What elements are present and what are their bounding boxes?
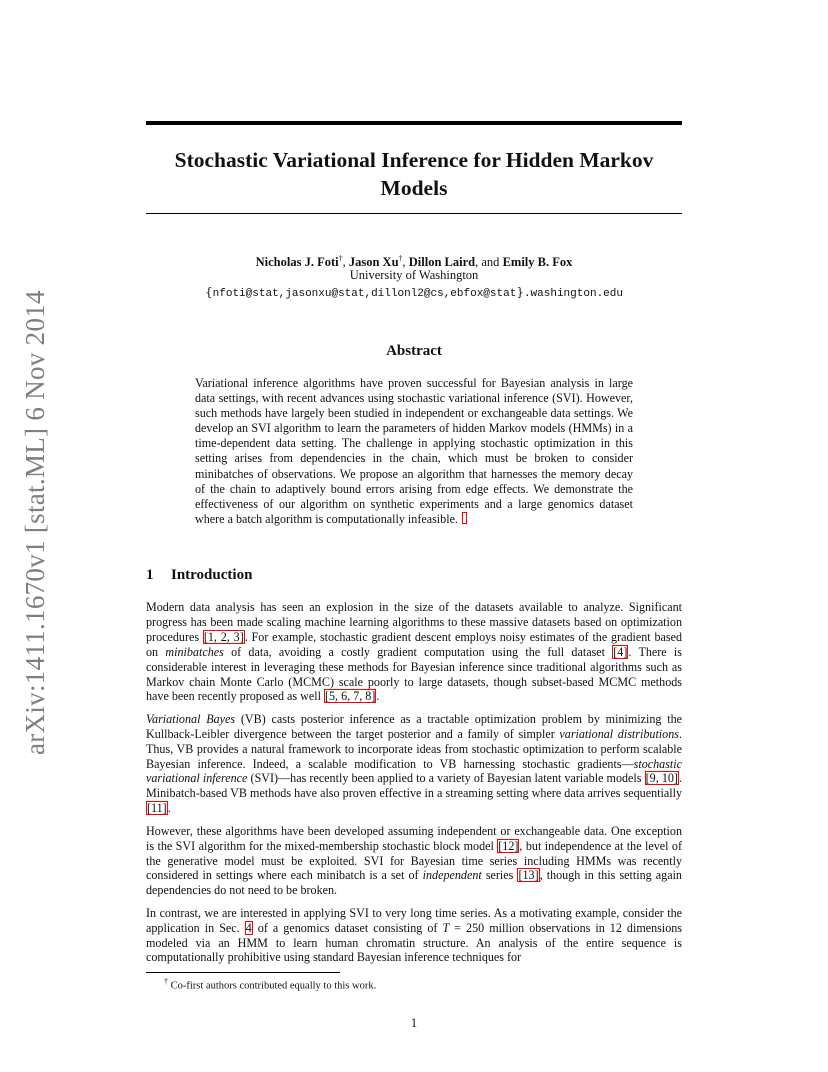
paper-title: Stochastic Variational Inference for Hidden Markov Models (174, 148, 654, 200)
abstract-text (195, 376, 633, 527)
title-rule-top (146, 121, 682, 125)
citation-link[interactable]: [13] (518, 868, 539, 883)
emphasis: independent (422, 868, 482, 883)
section-number: 1 (146, 567, 154, 583)
text-run: (VB) casts posterior inference as a tractable optimization problem by minimizing the Kullback-Leibler divergence between the target posterior and a family of simpler (146, 711, 682, 741)
text-run: (SVI)—has recently been applied to a variety of Bayesian latent variable models (247, 771, 645, 786)
text-run: . (167, 801, 171, 816)
arxiv-identifier: arXiv:1411.1670v1 [stat.ML] 6 Nov 2014 (20, 290, 50, 755)
text-run: , but independence at the level of the generative model must be exploited. SVI for Bayesian time series including HMMs was recently considered in settings where each minibatch is a set of (146, 838, 682, 883)
text-run: In contrast, we are interested in applying SVI to very long time series. As a motivating example, consider the application in Sec. (146, 905, 682, 935)
paragraph (146, 712, 682, 816)
text-run: Modern data analysis has seen an explosion in the size of the datasets available to analyze. Significant progress has been made scaling machine learning algorithms to these massive datasets based on optimization procedures (146, 600, 682, 644)
abstract-body-text: Variational inference algorithms have proven successful for Bayesian analysis in large data settings, with recent advances using stochastic variational inference (SVI). However, such methods have largely been studied in independent or exchangeable data settings. We develop an SVI algorithm to learn the parameters of hidden Markov models (HMMs) in a time-dependent data setting. The challenge in applying stochastic optimization in this setting arises from dependencies in the chain, which must be broken to consider minibatches of observations. We propose an algorithm that harnesses the memory decay of the chain to adaptively bound errors arising from edge effects. We demonstrate the effectiveness of our algorithm on synthetic experiments and a large genomics dataset where a batch algorithm is computationally infeasible. (195, 376, 633, 526)
paragraph (146, 906, 682, 966)
text-run: of data, avoiding a costly gradient computation using the full dataset (223, 644, 613, 659)
text-run: series (481, 868, 518, 883)
section-reference-link[interactable]: 4 (245, 920, 252, 935)
text-run: . (376, 689, 380, 704)
citation-link[interactable]: [5, 6, 7, 8] (324, 689, 376, 704)
citation-link[interactable]: [4] (613, 644, 628, 659)
text-run: , though in this setting again dependencies do not need to be broken. (146, 868, 682, 898)
citation-link[interactable]: [9, 10] (645, 771, 678, 786)
text-run: . Minibatch-based VB methods have also proven effective in a streaming setting where data arrives sequentially (146, 771, 682, 801)
author-separator: , and (475, 255, 503, 270)
page-number: 1 (410, 1016, 418, 1030)
section-heading (146, 567, 682, 584)
footnote-text: Co-first authors contributed equally to this work. (168, 980, 377, 992)
paragraph (146, 824, 682, 899)
text-run: of a genomics dataset consisting of (252, 920, 443, 935)
citation-link[interactable]: [11] (147, 801, 167, 816)
affiliation: University of Washington (349, 268, 479, 282)
section-body (146, 600, 682, 973)
author-emails (146, 285, 682, 300)
paragraph (146, 600, 682, 704)
footnote-rule (146, 972, 340, 973)
text-run: . For example, stochastic gradient descent employs noisy estimates of the gradient based on (146, 629, 682, 659)
abstract-heading: Abstract (386, 343, 442, 359)
email-domain: .washington.edu (523, 288, 623, 300)
text-run: . Thus, VB provides a natural framework to incorporate ideas from stochastic optimization to perform scalable Bayesian inference. Indeed, a scalable modification to VB harnessing stochastic gradients— (146, 726, 682, 771)
emphasis: minibatches (165, 644, 224, 659)
author-name: Emily B. Fox (502, 255, 573, 270)
emphasis: variational distributions (559, 726, 679, 741)
text-run: However, these algorithms have been developed assuming independent or exchangeable data. One exception is the SVI algorithm for the mixed-membership stochastic block model (146, 823, 682, 853)
author-separator: , (402, 255, 409, 270)
author-name: Nicholas J. Foti (255, 255, 339, 270)
author-mark: † (338, 254, 343, 263)
citation-link[interactable]: [1, 2, 3] (203, 629, 244, 644)
text-run: = 250 million observations in 12 dimensions modeled via an HMM to learn human chromatin structure. An analysis of the entire sequence is computationally prohibitive using standard Bayesian inference techniques for (146, 920, 683, 965)
author-name: Jason Xu (348, 255, 399, 270)
link-box-marker (462, 512, 467, 524)
citation-link[interactable]: [12] (498, 838, 519, 853)
email-list: nfoti@stat,jasonxu@stat,dillonl2@cs,ebfox@stat (212, 288, 517, 300)
emphasis: stochastic variational inference (146, 756, 682, 786)
email-brace-close: } (516, 285, 524, 299)
math-variable: T (442, 920, 450, 935)
emphasis: Variational Bayes (146, 711, 236, 726)
author-name: Dillon Laird (408, 255, 476, 270)
author-separator: , (342, 255, 349, 270)
email-brace-open: { (205, 285, 213, 299)
author-mark: † (398, 254, 403, 263)
title-rule-bottom (146, 213, 682, 214)
section-title: Introduction (171, 567, 253, 583)
footnote (146, 977, 682, 992)
footnote-mark: † (164, 977, 168, 986)
text-run: . There is considerable interest in leveraging these methods for Bayesian inference since traditional algorithms such as Markov chain Monte Carlo (MCMC) scale poorly to large datasets, though subset-based MCMC methods have been recently proposed as well (146, 644, 682, 704)
